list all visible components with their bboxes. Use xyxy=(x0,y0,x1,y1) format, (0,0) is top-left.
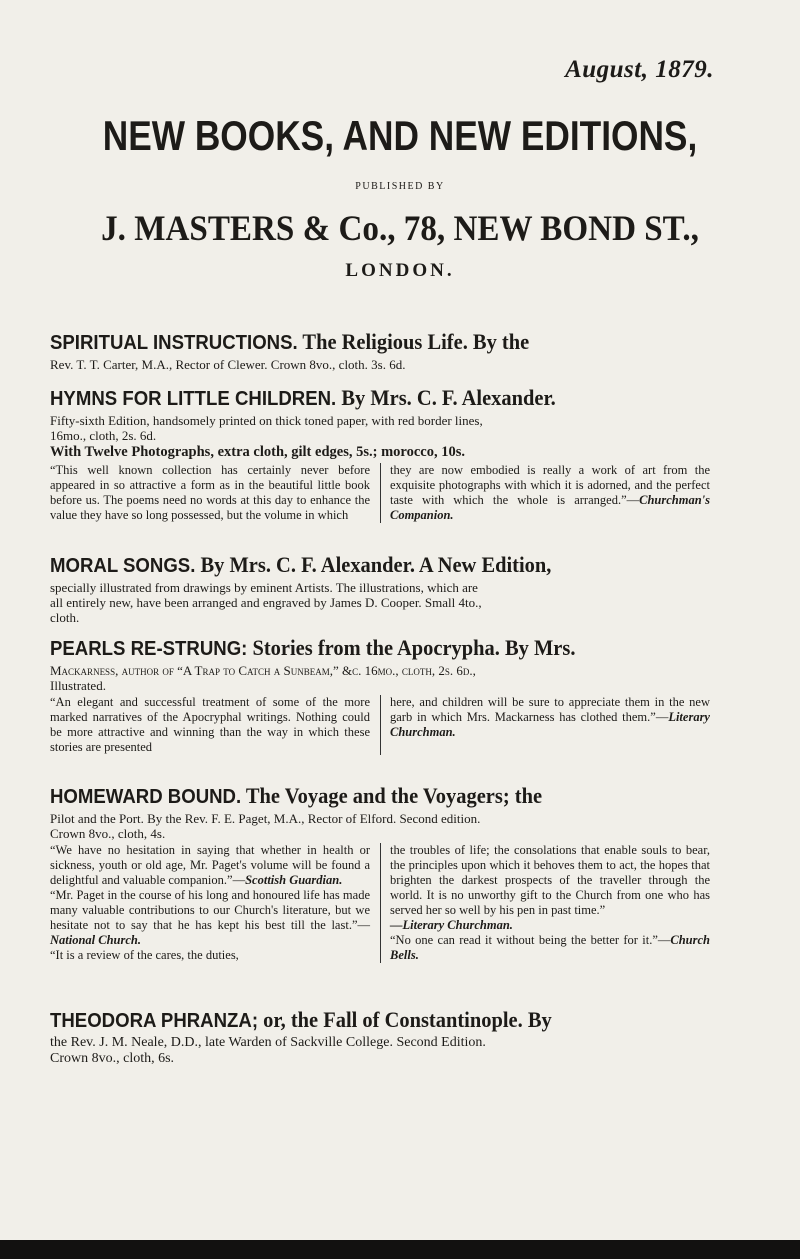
entry-heading xyxy=(50,1006,715,1035)
entry-heading-title: PEARLS RE-STRUNG: xyxy=(50,638,248,660)
entry-heading-rest: or, the Fall of Constantinople. By xyxy=(258,1007,552,1032)
entry-moral-songs xyxy=(50,551,765,625)
entry-detail-line: Rev. T. T. Carter, M.A., Rector of Clewer. Crown 8vo., cloth. 3s. 6d. xyxy=(50,357,406,372)
review-source: Literary Churchman. xyxy=(390,710,710,739)
entry-heading-title: HOMEWARD BOUND. xyxy=(50,786,242,808)
entry-heading-rest: The Voyage and the Voyagers; the xyxy=(241,783,543,808)
entry-detail-line: specially illustrated from drawings by eminent Artists. The illustrations, which are xyxy=(50,580,478,595)
entry-heading xyxy=(50,551,715,580)
review-left xyxy=(50,843,380,963)
entry-detail-line: Crown 8vo., cloth, 4s. xyxy=(50,826,166,841)
entry-detail-line: Illustrated. xyxy=(50,678,106,693)
bottom-border xyxy=(0,1240,800,1259)
publisher-city: LONDON. xyxy=(345,260,455,281)
review-text: the troubles of life; the consolations that enable souls to bear, the principles upon which it behoves them to act, the hopes that brighten the darkest prospects of the traveller through the world. It is no unworthy gift to the Church from one who has served her so well by his pen in past time.” xyxy=(390,843,710,917)
dateline: August, 1879. xyxy=(565,56,714,83)
entry-extra-edition: With Twelve Photographs, extra cloth, gilt edges, 5s.; morocco, 10s. xyxy=(50,444,465,460)
review-right xyxy=(380,695,710,755)
entry-heading xyxy=(50,782,715,811)
entry-heading xyxy=(50,384,715,413)
review-left xyxy=(50,695,380,755)
review-text: they are now embodied is really a work of art from the exquisite photographs with which it is adorned, and the perfect taste with which the whole is arranged.”— xyxy=(390,463,710,507)
page-title: NEW BOOKS, AND NEW EDITIONS, xyxy=(102,112,698,159)
entry-pearls-re-strung xyxy=(50,634,765,755)
review-right xyxy=(380,843,710,963)
entry-detail-line: Pilot and the Port. By the Rev. F. E. Paget, M.A., Rector of Elford. Second edition. xyxy=(50,811,481,826)
review-text: “An elegant and successful treatment of some of the more marked narratives of the Apocryphal writings. Nothing could be more attractive and winning than the way in which these stories are presented xyxy=(50,695,370,754)
entry-detail-line: all entirely new, have been arranged and engraved by James D. Cooper. Small 4to., xyxy=(50,595,482,610)
entry-heading xyxy=(50,634,715,663)
review-source: Churchman's Companion. xyxy=(390,493,710,522)
entry-heading-rest: Stories from the Apocrypha. By Mrs. xyxy=(247,635,576,660)
entry-detail-line: Fifty-sixth Edition, handsomely printed on thick toned paper, with red border lines, xyxy=(50,413,483,428)
entry-theodora-phranza xyxy=(50,1006,765,1067)
review-text: “It is a review of the cares, the duties, xyxy=(50,948,239,962)
entry-homeward-bound xyxy=(50,782,765,963)
publisher-name: J. MASTERS & Co., 78, NEW BOND ST., xyxy=(101,208,699,248)
entry-spiritual-instructions xyxy=(50,328,765,372)
review-columns xyxy=(50,463,765,523)
review-source: Scottish Guardian. xyxy=(245,873,343,887)
review-right xyxy=(380,463,710,523)
review-text: here, and children will be sure to appreciate them in the new garb in which Mrs. Mackarness has clothed them.”— xyxy=(390,695,710,724)
published-by-label: PUBLISHED BY xyxy=(355,181,445,192)
entry-heading-title: SPIRITUAL INSTRUCTIONS. xyxy=(50,332,298,354)
entry-heading-title: HYMNS FOR LITTLE CHILDREN. xyxy=(50,388,337,410)
entry-detail-line: cloth. xyxy=(50,610,80,625)
review-text: “Mr. Paget in the course of his long and honoured life has made many valuable contributions to our Church's literature, but we hesitate not to say that he has kept his best till the last.”— xyxy=(50,888,370,932)
entry-heading-rest: By Mrs. C. F. Alexander. xyxy=(336,385,556,410)
review-text: “This well known collection has certainly never before appeared in so attractive a form as in the beautiful little book before us. The poems need no words at this day to enhance the value they have so long possessed, but the volume in which xyxy=(50,463,370,522)
review-columns xyxy=(50,695,765,755)
entry-detail-line: the Rev. J. M. Neale, D.D., late Warden of Sackville College. Second Edition. xyxy=(50,1035,486,1050)
entry-heading-title: THEODORA PHRANZA; xyxy=(50,1010,259,1032)
review-columns xyxy=(50,843,765,963)
entry-detail-line: Crown 8vo., cloth, 6s. xyxy=(50,1051,175,1066)
entry-heading-rest: The Religious Life. By the xyxy=(297,329,530,354)
entry-heading-title: MORAL SONGS. xyxy=(50,555,196,577)
review-source: National Church. xyxy=(50,933,142,947)
entry-heading-rest: By Mrs. C. F. Alexander. A New Edition, xyxy=(195,552,552,577)
review-text: “We have no hesitation in saying that whether in health or sickness, youth or old age, Mr. Paget's volume will be found a delightful and valuable companion.”— xyxy=(50,843,370,887)
review-source: Church Bells. xyxy=(390,933,710,962)
review-text: “No one can read it without being the better for it.”— xyxy=(390,933,671,947)
entry-detail-line: 16mo., cloth, 2s. 6d. xyxy=(50,428,157,443)
review-source: —Literary Churchman. xyxy=(390,918,513,932)
entry-hymns-for-little-children xyxy=(50,384,765,523)
entry-detail-line: Mackarness, author of “A Trap to Catch a Sunbeam,” &c. 16mo., cloth, 2s. 6d., xyxy=(50,663,476,678)
review-left xyxy=(50,463,380,523)
entry-heading xyxy=(50,328,715,357)
